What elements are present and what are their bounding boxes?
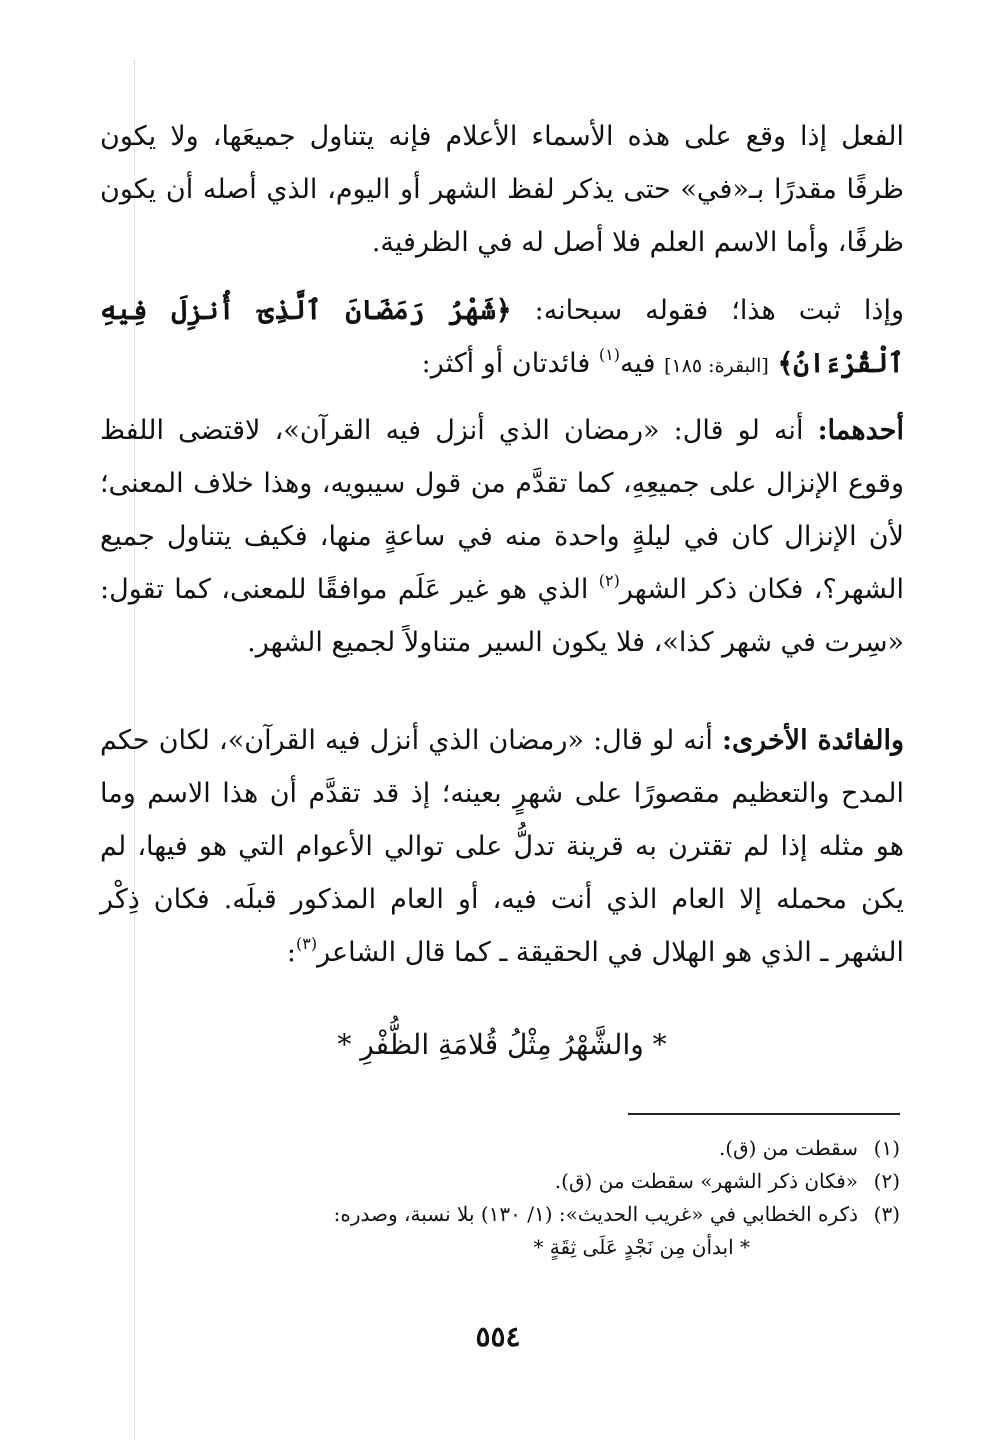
footnote-2 [100,1165,900,1198]
paragraph-2 [100,284,904,393]
footnote-number: (٣) [873,1202,900,1226]
paragraph-2-after-ref: فيه [619,348,656,379]
footnote-marker-2: (٢) [598,571,620,590]
verse-reference: [البقرة: ١٨٥] [664,355,769,377]
footnote-text: «فكان ذكر الشهر» سقطت من (ق). [554,1169,858,1193]
footnote-number: (٢) [873,1169,900,1193]
poetry-verse: * والشَّهْرُ مِثْلُ قُلامَةِ الظُّفْرِ * [337,1028,667,1061]
paragraph-3-text [100,404,904,669]
paragraph-2-tail: فائدتان أو أكثر: [421,348,591,379]
paragraph-1 [100,110,904,269]
footnote-divider [628,1113,900,1115]
paragraph-4-text [100,714,904,979]
paragraph-4-text-a: أنه لو قال: «رمضان الذي أنزل فيه القرآن»، لكان حكم المدح والتعظيم مقصورًا على شهرٍ بعينه؛ إذ قد تقدَّم أن هذا الاسم وما هو مثله إذا لم تقترن به قرينة تدلُّ على توالي الأعوام التي هو فيها، لم يكن محمله إلا العام الذي أنت فيه، أو العام المذكور قبلَه. فكان ذِكْر الشهر ـ الذي هو الهلال في الحقيقة ـ كما قال الشاعر [100,725,904,968]
page-number: ٥٥٤ [475,1320,521,1353]
paragraph-3-lead: أحدهما: [817,415,904,446]
footnote-3 [100,1198,900,1231]
paragraph-3-text-b: الذي هو غير عَلَم موافقًا للمعنى، كما تقول: «سِرت في شهر كذا»، فلا يكون السير متناولاً لجميع الشهر. [100,574,904,658]
footnote-marker-1: (١) [598,345,620,364]
paragraph-4-text-b: : [286,937,296,968]
footnote-1 [100,1132,900,1165]
quran-verse: ﴿شَهْرُ رَمَضَانَ ٱلَّذِىٓ أُنزِلَ فِيهِ ٱلْقُرْءَانُ﴾ [100,295,904,379]
footnote-number: (١) [873,1136,900,1160]
footnotes [100,1132,900,1264]
paragraph-3 [100,404,904,669]
footnote-marker-3: (٣) [295,934,318,953]
paragraph-2-intro: وإذا ثبت هذا؛ فقوله سبحانه: [534,295,904,326]
paragraph-2-text [100,284,904,393]
paragraph-1-text: الفعل إذا وقع على هذه الأسماء الأعلام فإنه يتناول جميعَها، ولا يكون ظرفًا مقدرًا بـ«في» حتى يذكر لفظ الشهر أو اليوم، الذي أصله أن يكون ظرفًا، وأما الاسم العلم فلا أصل له في الظرفية. [100,121,904,258]
footnote-text: سقطت من (ق). [718,1136,858,1160]
footnote-verse: * ابدأن مِن نَجْدٍ عَلَى ثِقَةٍ * [533,1235,750,1259]
paragraph-4 [100,714,904,979]
footnote-text: ذكره الخطابي في «غريب الحديث»: (١/ ١٣٠) بلا نسبة، وصدره: [333,1202,858,1226]
paragraph-3-text-a: أنه لو قال: «رمضان الذي أنزل فيه القرآن»، لاقتضى اللفظ وقوع الإنزال على جميعِهِ، كما تقدَّم من قول سيبويه، وهذا خلاف المعنى؛ لأن الإنزال كان في ليلةٍ واحدة منه في ساعةٍ منها، فكيف يتناول جميع الشهر؟، فكان ذكر الشهر [100,415,904,605]
paragraph-4-lead: والفائدة الأخرى: [721,725,904,756]
